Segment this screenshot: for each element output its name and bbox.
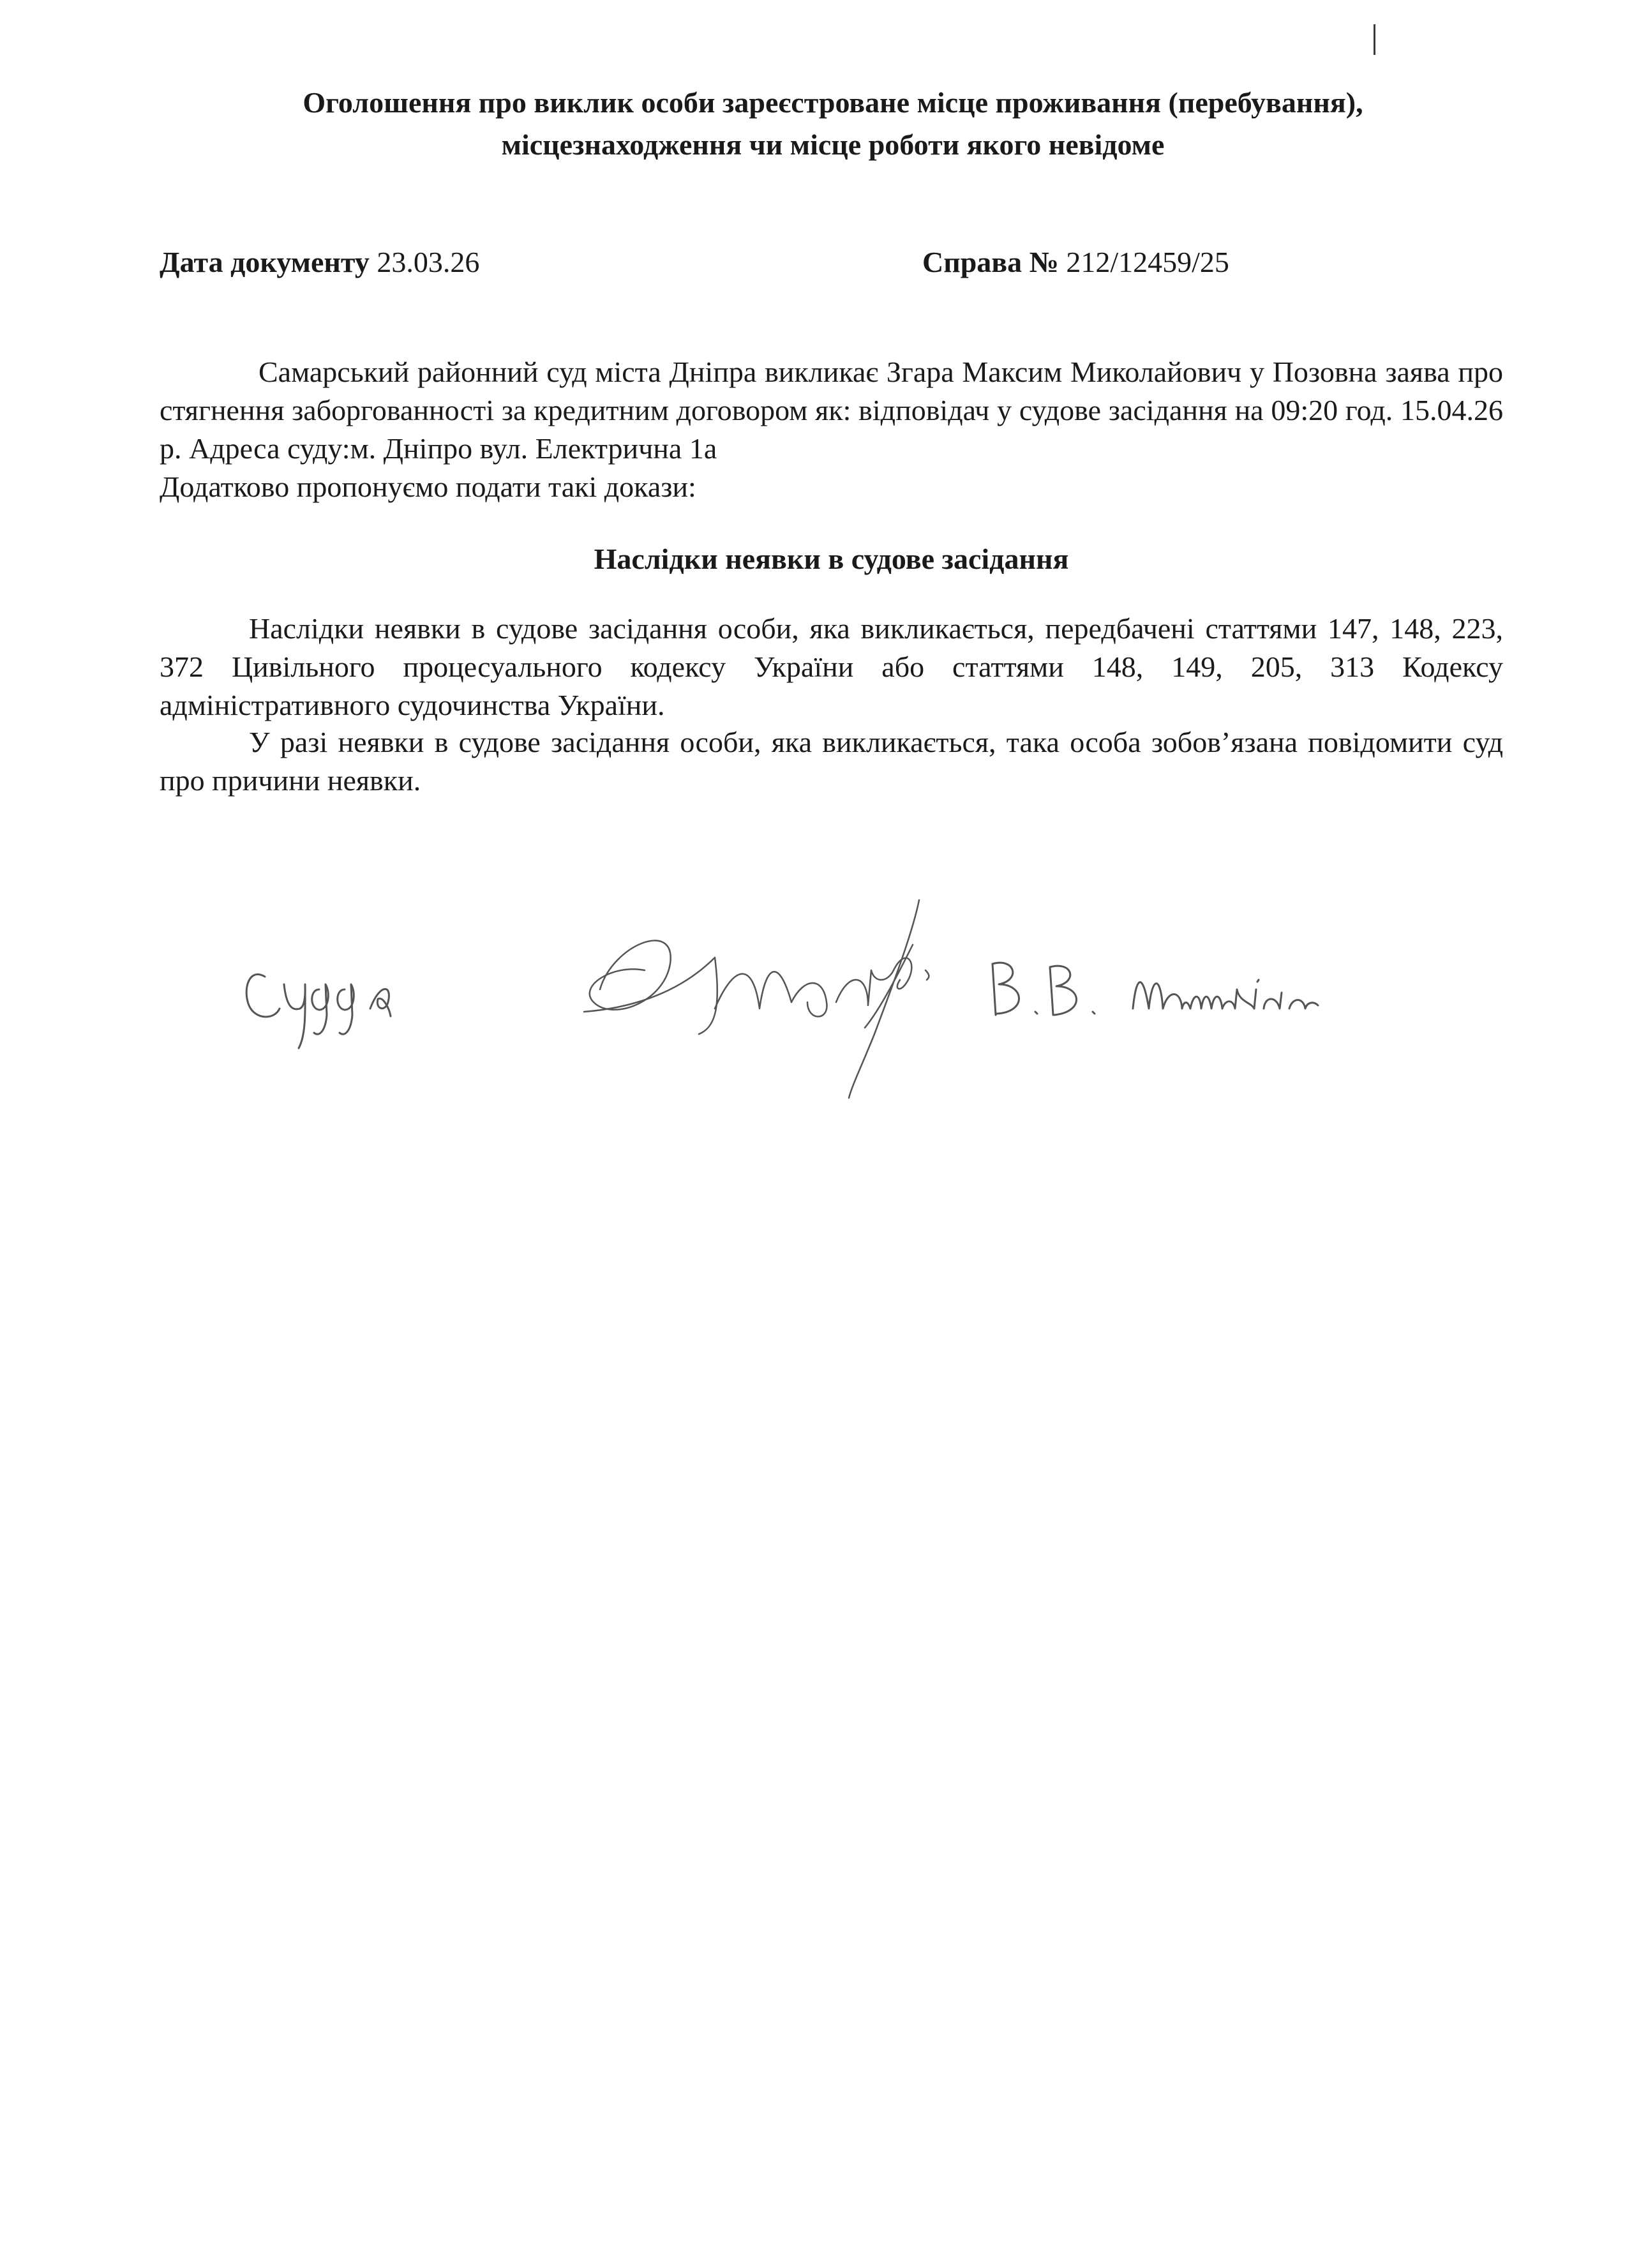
title-line-1: Оголошення про виклик особи зареєстроване місце проживання (перебування), <box>303 86 1363 119</box>
case-label: Справа № <box>922 246 1059 278</box>
case-number <box>922 241 1229 283</box>
scan-edge-mark <box>1374 24 1375 55</box>
handwritten-role-label <box>246 974 391 1048</box>
document-title <box>160 82 1506 166</box>
summons-paragraph: Самарський районний суд міста Дніпра викликає Згара Максим Миколайович у Позовна заява про стягнення заборгованності за кредитним договором як: відповідач у судове засідання на 09:20 год. 15.04.26 р. Адреса суду:м. Дніпро вул. Електрична 1а <box>160 356 1503 465</box>
document-date <box>160 241 479 283</box>
document-meta-row <box>160 241 1506 283</box>
consequences-paragraph: Наслідки неявки в судове засідання особи, яка викликається, передбачені статтями 147, 148, 223, 372 Цивільного процесуального кодексу України або статтями 148, 149, 205, 313 Кодексу адміністративного судочинства України. <box>160 612 1503 721</box>
case-value: 212/12459/25 <box>1066 246 1229 278</box>
evidence-paragraph: Додатково пропонуємо подати такі докази: <box>160 470 696 503</box>
date-label: Дата документу <box>160 246 370 278</box>
signature-scribble <box>584 900 929 1098</box>
handwritten-judge-name <box>992 963 1318 1015</box>
obligation-paragraph: У разі неявки в судове засідання особи, яка викликається, така особа зобов’язана повідомити суд про причини неявки. <box>160 726 1503 797</box>
consequences-heading: Наслідки неявки в судове засідання <box>594 543 1069 575</box>
date-value: 23.03.26 <box>377 246 480 278</box>
title-line-2: місцезнаходження чи місце роботи якого невідоме <box>501 128 1165 161</box>
handwritten-signature-block <box>230 817 1411 1111</box>
